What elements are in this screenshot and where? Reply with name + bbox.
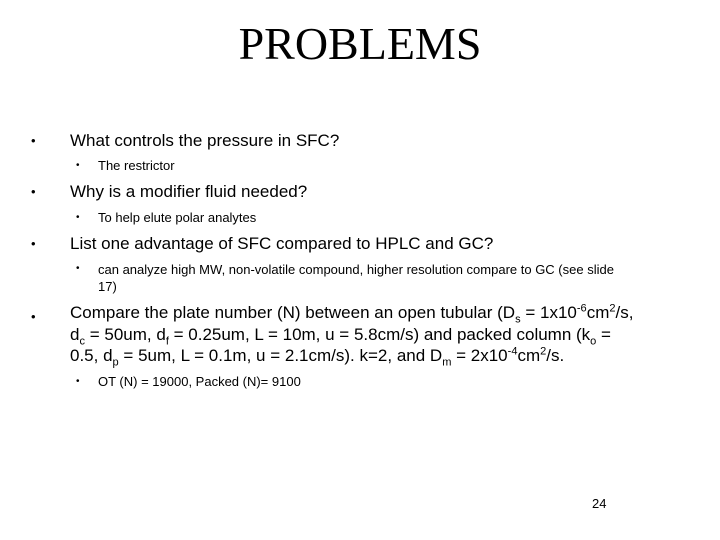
sub-bullet-icon: • [76,376,80,387]
answer-2: To help elute polar analytes [98,210,257,225]
question-4 [70,302,690,367]
slide-title: PROBLEMS [238,18,482,69]
question-1: What controls the pressure in SFC? [70,131,340,150]
bullet-icon: • [31,133,36,148]
question-4-line-3: 0.5, $d_p = 5um$, L = 0.1m, u = 2.1cm/s). k=2, and $D_m = 2x10^{-4}cm^2/s$. [70,345,565,369]
answer-3 [98,261,614,295]
answer-3-line-2: 17) [98,279,117,294]
sub-bullet-icon: • [76,212,80,223]
question-3: List one advantage of SFC compared to HPLC and GC? [70,234,494,253]
answer-3-line-1: can analyze high MW, non-volatile compound, higher resolution compare to GC (see slide [98,262,614,277]
question-4-line-1: Compare the plate number (N) between an open tubular ($D_s = 1x10^{-6}cm^2/s$, [70,302,634,326]
sub-bullet-icon: • [76,160,80,171]
question-2: Why is a modifier fluid needed? [70,182,308,201]
bullet-icon: • [31,236,36,251]
answer-1: The restrictor [98,158,175,173]
bullet-icon: • [31,184,36,199]
sub-bullet-icon: • [76,263,80,274]
bullet-icon: • [31,309,36,324]
page-number: 24 [592,496,607,511]
answer-4: OT (N) = 19000, Packed (N)= 9100 [98,374,301,389]
question-4-line-2: $d_c = 50um$, $d_f = 0.25um$, L = 10m, u = 5.8cm/s) and packed column ($k_o$ = [70,324,611,347]
